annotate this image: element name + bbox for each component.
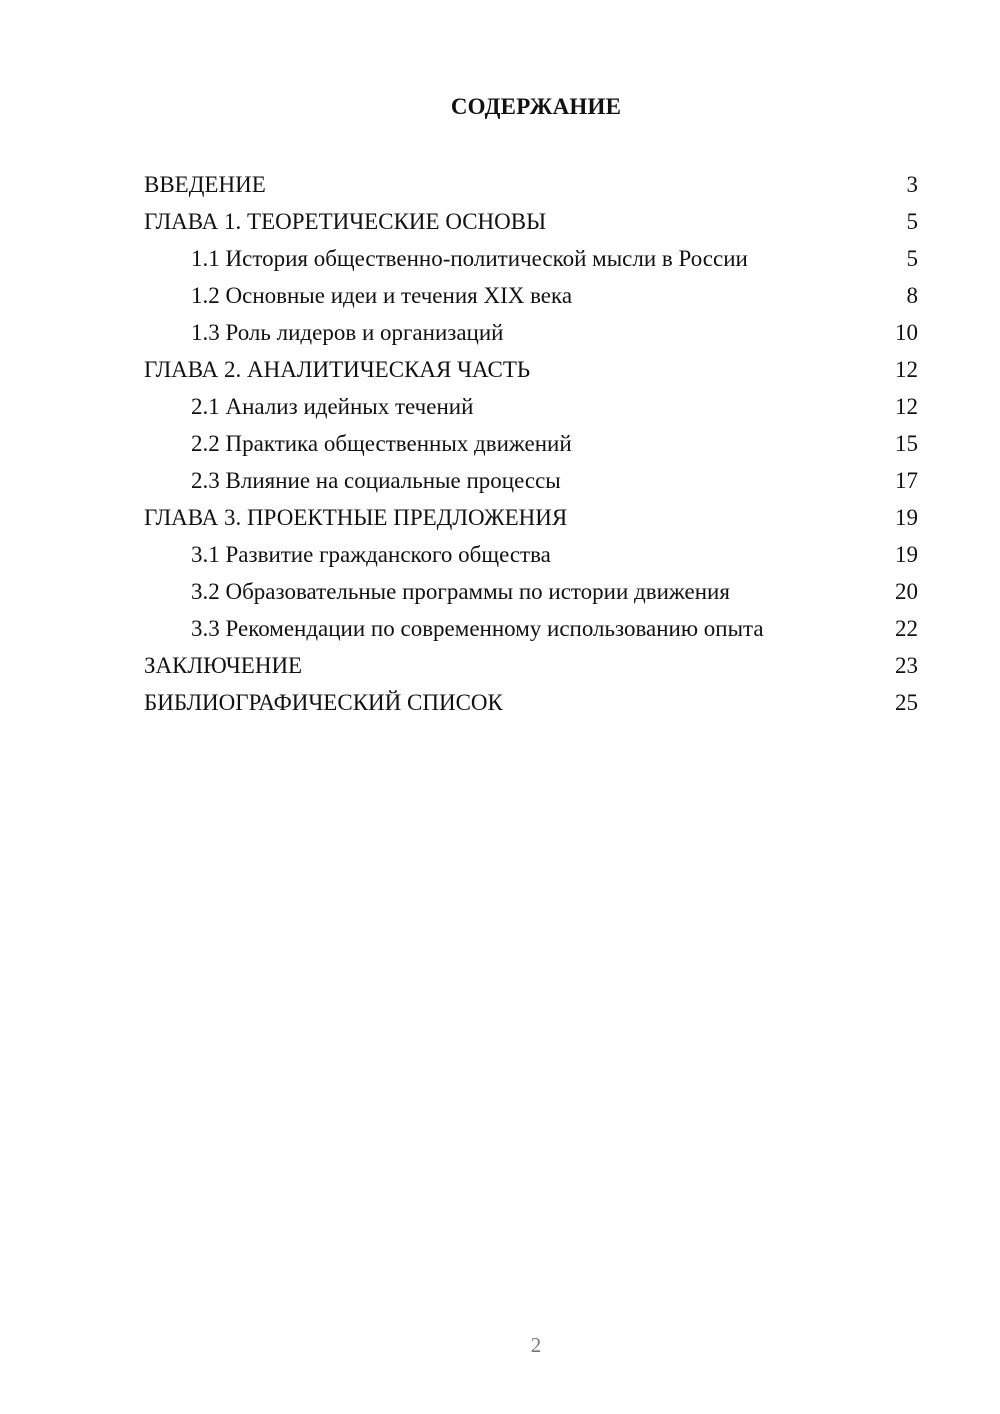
toc-entry-label: ЗАКЛЮЧЕНИЕ [144,653,303,678]
toc-entry-label: 3.1 Развитие гражданского общества [191,542,551,567]
toc-entry[interactable] [144,388,918,425]
toc-entry[interactable] [144,684,918,721]
toc-entry-label: ГЛАВА 1. ТЕОРЕТИЧЕСКИЕ ОСНОВЫ [144,209,547,234]
toc-entry-page: 22 [895,616,918,641]
toc-entry-page: 5 [906,209,918,234]
toc-entry[interactable] [144,573,918,610]
toc-entry-page: 19 [895,505,918,530]
toc-entry-label: ВВЕДЕНИЕ [144,172,266,197]
toc-entry-label: 1.1 История общественно-политической мысли в России [191,246,748,271]
toc-entry[interactable] [144,647,918,684]
toc-entry[interactable] [144,610,918,647]
toc-entry-page: 19 [895,542,918,567]
toc-entry[interactable] [144,499,918,536]
toc-entry-label: 1.3 Роль лидеров и организаций [191,320,504,345]
toc-entry-label: 2.1 Анализ идейных течений [191,394,474,419]
toc-entry-label: 2.2 Практика общественных движений [191,431,572,456]
toc-entry[interactable] [144,277,918,314]
toc-entry[interactable] [144,536,918,573]
toc-entry-label: 3.2 Образовательные программы по истории движения [191,579,730,604]
toc-entry[interactable] [144,240,918,277]
toc-entry[interactable] [144,166,918,203]
toc-entry-page: 8 [906,283,918,308]
table-of-contents [144,166,918,721]
toc-entry-label: ГЛАВА 3. ПРОЕКТНЫЕ ПРЕДЛОЖЕНИЯ [144,505,568,530]
page-number: 2 [530,1333,542,1357]
toc-entry-page: 15 [895,431,918,456]
toc-entry-page: 17 [895,468,918,493]
toc-entry-label: БИБЛИОГРАФИЧЕСКИЙ СПИСОК [144,690,503,715]
toc-entry[interactable] [144,203,918,240]
toc-entry-page: 12 [895,394,918,419]
toc-entry[interactable] [144,351,918,388]
toc-entry-page: 10 [895,320,918,345]
toc-entry-label: 3.3 Рекомендации по современному использованию опыта [191,616,764,641]
toc-entry[interactable] [144,314,918,351]
toc-title: СОДЕРЖАНИЕ [450,94,622,119]
toc-entry-label: ГЛАВА 2. АНАЛИТИЧЕСКАЯ ЧАСТЬ [144,357,531,382]
toc-entry[interactable] [144,425,918,462]
toc-entry-page: 20 [895,579,918,604]
toc-entry-page: 5 [906,246,918,271]
toc-entry[interactable] [144,462,918,499]
toc-entry-page: 25 [895,690,918,715]
toc-entry-page: 23 [895,653,918,678]
toc-entry-label: 2.3 Влияние на социальные процессы [191,468,561,493]
toc-entry-page: 3 [906,172,918,197]
toc-entry-page: 12 [895,357,918,382]
toc-entry-label: 1.2 Основные идеи и течения XIX века [191,283,573,308]
